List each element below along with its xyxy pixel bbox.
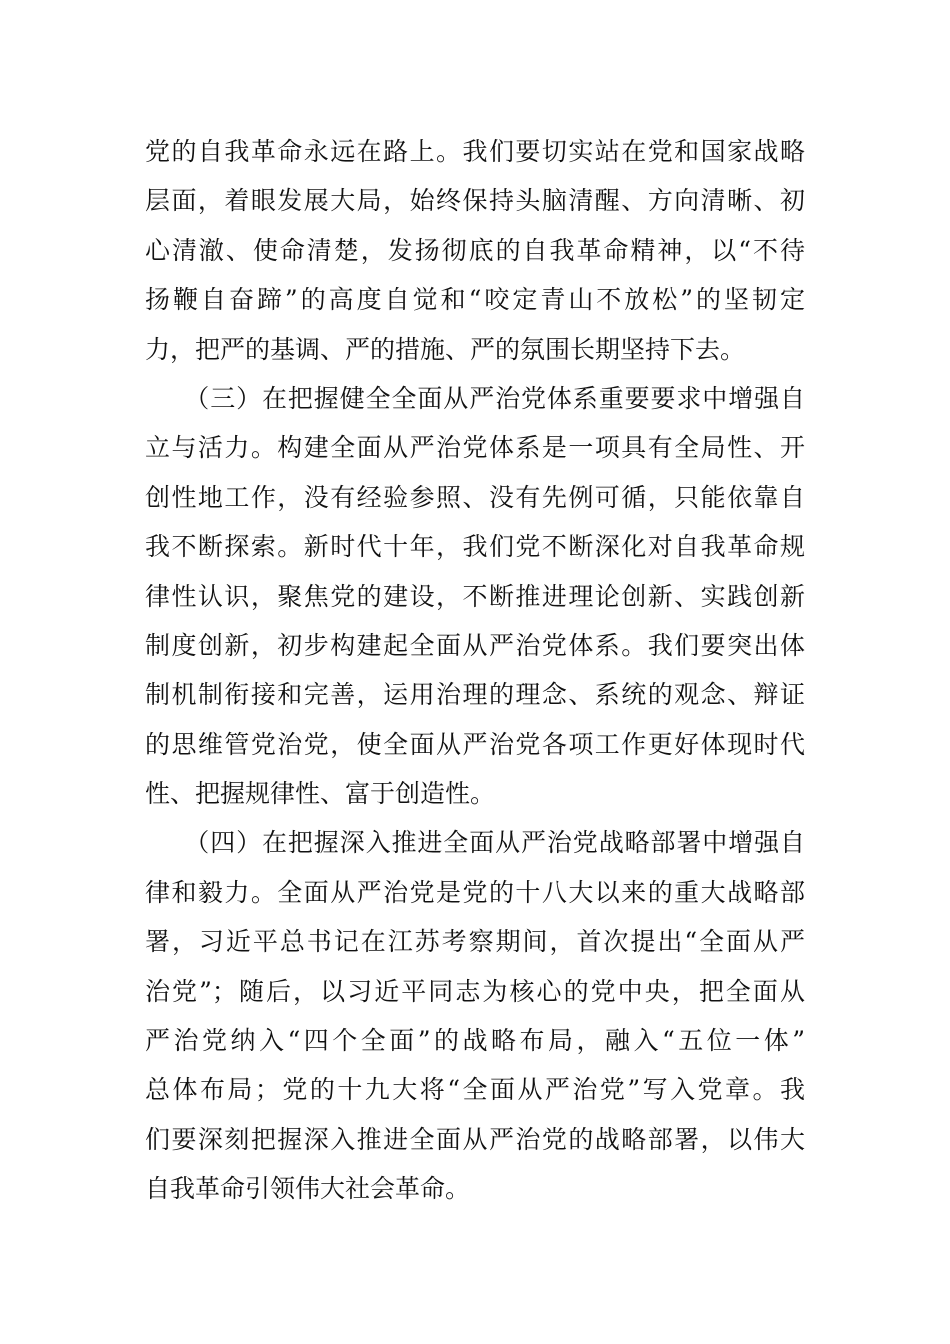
text-line: （四）在把握深入推进全面从严治党战略部署中增强自 <box>145 828 805 858</box>
paragraph-3 <box>145 818 805 1213</box>
paragraph-1 <box>145 127 805 374</box>
text-line: （三）在把握健全全面从严治党体系重要要求中增强自 <box>145 383 805 413</box>
text-line: 扬鞭自奋蹄”的高度自觉和“咬定青山不放松”的坚韧定 <box>145 285 805 315</box>
text-line: 立与活力。构建全面从严治党体系是一项具有全局性、开 <box>145 433 805 463</box>
text-line: 力，把严的基调、严的措施、严的氛围长期坚持下去。 <box>145 334 746 364</box>
text-line: 治党”；随后，以习近平同志为核心的党中央，把全面从 <box>145 976 805 1006</box>
text-line: 制机制衔接和完善，运用治理的理念、系统的观念、辩证 <box>145 680 805 710</box>
text-line: 律和毅力。全面从严治党是党的十八大以来的重大战略部 <box>145 877 805 907</box>
body-text <box>145 127 805 1214</box>
text-line: 们要深刻把握深入推进全面从严治党的战略部署，以伟大 <box>145 1124 805 1154</box>
text-line: 心清澈、使命清楚，发扬彻底的自我革命精神，以“不待 <box>145 235 805 265</box>
text-line: 署，习近平总书记在江苏考察期间，首次提出“全面从严 <box>145 927 805 957</box>
text-line: 严治党纳入“四个全面”的战略布局，融入“五位一体” <box>145 1026 805 1056</box>
text-line: 我不断探索。新时代十年，我们党不断深化对自我革命规 <box>145 532 805 562</box>
paragraph-2 <box>145 374 805 819</box>
text-line: 性、把握规律性、富于创造性。 <box>145 779 496 809</box>
text-line: 党的自我革命永远在路上。我们要切实站在党和国家战略 <box>145 137 805 166</box>
text-line: 层面，着眼发展大局，始终保持头脑清醒、方向清晰、初 <box>145 186 805 216</box>
text-line: 自我革命引领伟大社会革命。 <box>145 1174 471 1204</box>
text-line: 制度创新，初步构建起全面从严治党体系。我们要突出体 <box>145 630 805 660</box>
text-line: 律性认识，聚焦党的建设，不断推进理论创新、实践创新 <box>145 581 805 611</box>
text-line: 的思维管党治党，使全面从严治党各项工作更好体现时代 <box>145 729 805 759</box>
text-line: 创性地工作，没有经验参照、没有先例可循，只能依靠自 <box>145 482 805 512</box>
text-line: 总体布局；党的十九大将“全面从严治党”写入党章。我 <box>145 1075 805 1105</box>
